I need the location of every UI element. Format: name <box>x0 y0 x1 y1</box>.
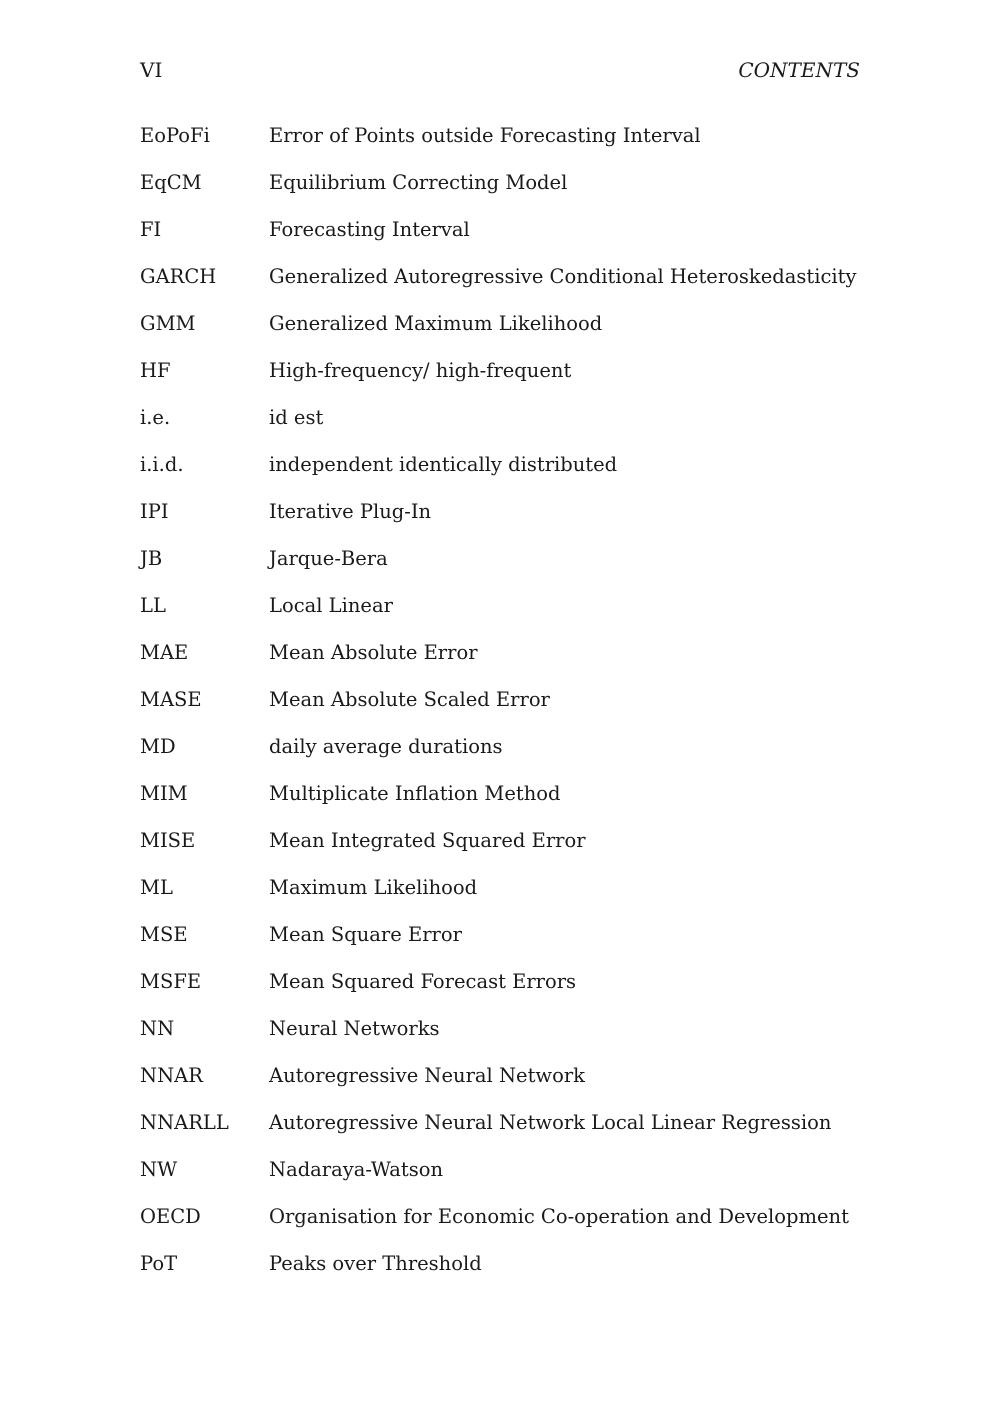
list-item <box>140 873 880 920</box>
list-item <box>140 1249 880 1296</box>
list-item <box>140 497 880 544</box>
abbreviation-definition: Generalized Autoregressive Conditional Heteroskedasticity <box>269 265 857 288</box>
abbreviation-term: HF <box>140 359 171 382</box>
abbreviation-term: NNAR <box>140 1064 203 1087</box>
list-item <box>140 1155 880 1202</box>
running-header <box>140 56 860 84</box>
list-item <box>140 638 880 685</box>
abbreviation-term: GARCH <box>140 265 217 288</box>
abbreviation-definition: Mean Squared Forecast Errors <box>269 970 577 993</box>
list-item <box>140 121 880 168</box>
abbreviation-definition: Autoregressive Neural Network Local Linear Regression <box>269 1111 832 1134</box>
abbreviation-term: OECD <box>140 1205 201 1228</box>
abbreviation-definition: Maximum Likelihood <box>269 876 478 899</box>
list-item <box>140 168 880 215</box>
abbreviation-definition: Nadaraya-Watson <box>269 1158 444 1181</box>
list-item <box>140 685 880 732</box>
abbreviation-term: JB <box>140 547 163 570</box>
abbreviation-list <box>140 121 880 1296</box>
abbreviation-definition: High-frequency/ high-frequent <box>269 359 572 382</box>
abbreviation-definition: daily average durations <box>269 735 503 758</box>
list-item <box>140 544 880 591</box>
list-item <box>140 1108 880 1155</box>
list-item <box>140 591 880 638</box>
abbreviation-term: MSE <box>140 923 188 946</box>
list-item <box>140 1061 880 1108</box>
abbreviation-term: GMM <box>140 312 196 335</box>
abbreviation-definition: Equilibrium Correcting Model <box>269 171 568 194</box>
abbreviation-term: NW <box>140 1158 178 1181</box>
list-item <box>140 1014 880 1061</box>
section-title: CONTENTS <box>738 58 860 82</box>
list-item <box>140 309 880 356</box>
abbreviation-term: MD <box>140 735 176 758</box>
list-item <box>140 779 880 826</box>
abbreviation-term: MIM <box>140 782 188 805</box>
abbreviation-definition: Jarque-Bera <box>269 547 388 570</box>
list-item <box>140 403 880 450</box>
abbreviation-definition: Mean Integrated Squared Error <box>269 829 586 852</box>
page-number: VI <box>140 58 163 82</box>
list-item <box>140 262 880 309</box>
abbreviation-definition: Mean Square Error <box>269 923 462 946</box>
abbreviation-definition: id est <box>269 406 324 429</box>
abbreviation-definition: Iterative Plug-In <box>269 500 432 523</box>
list-item <box>140 215 880 262</box>
abbreviation-definition: Generalized Maximum Likelihood <box>269 312 603 335</box>
abbreviation-definition: Autoregressive Neural Network <box>269 1064 585 1087</box>
abbreviation-definition: independent identically distributed <box>269 453 618 476</box>
abbreviation-term: MSFE <box>140 970 202 993</box>
abbreviation-term: i.i.d. <box>140 453 184 476</box>
abbreviation-term: NN <box>140 1017 175 1040</box>
abbreviation-term: FI <box>140 218 162 241</box>
abbreviation-definition: Mean Absolute Error <box>269 641 478 664</box>
list-item <box>140 732 880 779</box>
list-item <box>140 1202 880 1249</box>
abbreviation-definition: Local Linear <box>269 594 393 617</box>
abbreviation-term: MISE <box>140 829 196 852</box>
list-item <box>140 356 880 403</box>
abbreviation-definition: Neural Networks <box>269 1017 440 1040</box>
abbreviation-definition: Forecasting Interval <box>269 218 470 241</box>
abbreviation-term: NNARLL <box>140 1111 229 1134</box>
abbreviation-term: LL <box>140 594 166 617</box>
abbreviation-term: MASE <box>140 688 202 711</box>
list-item <box>140 920 880 967</box>
list-item <box>140 967 880 1014</box>
abbreviation-definition: Organisation for Economic Co-operation and Development <box>269 1205 849 1228</box>
abbreviation-term: MAE <box>140 641 189 664</box>
list-item <box>140 450 880 497</box>
abbreviation-term: EqCM <box>140 171 202 194</box>
abbreviation-term: EoPoFi <box>140 124 210 147</box>
abbreviation-term: IPI <box>140 500 169 523</box>
abbreviation-definition: Peaks over Threshold <box>269 1252 482 1275</box>
abbreviation-definition: Error of Points outside Forecasting Interval <box>269 124 701 147</box>
abbreviation-term: ML <box>140 876 173 899</box>
list-item <box>140 826 880 873</box>
abbreviation-definition: Multiplicate Inflation Method <box>269 782 561 805</box>
abbreviation-definition: Mean Absolute Scaled Error <box>269 688 550 711</box>
abbreviation-term: i.e. <box>140 406 171 429</box>
abbreviation-term: PoT <box>140 1252 178 1275</box>
